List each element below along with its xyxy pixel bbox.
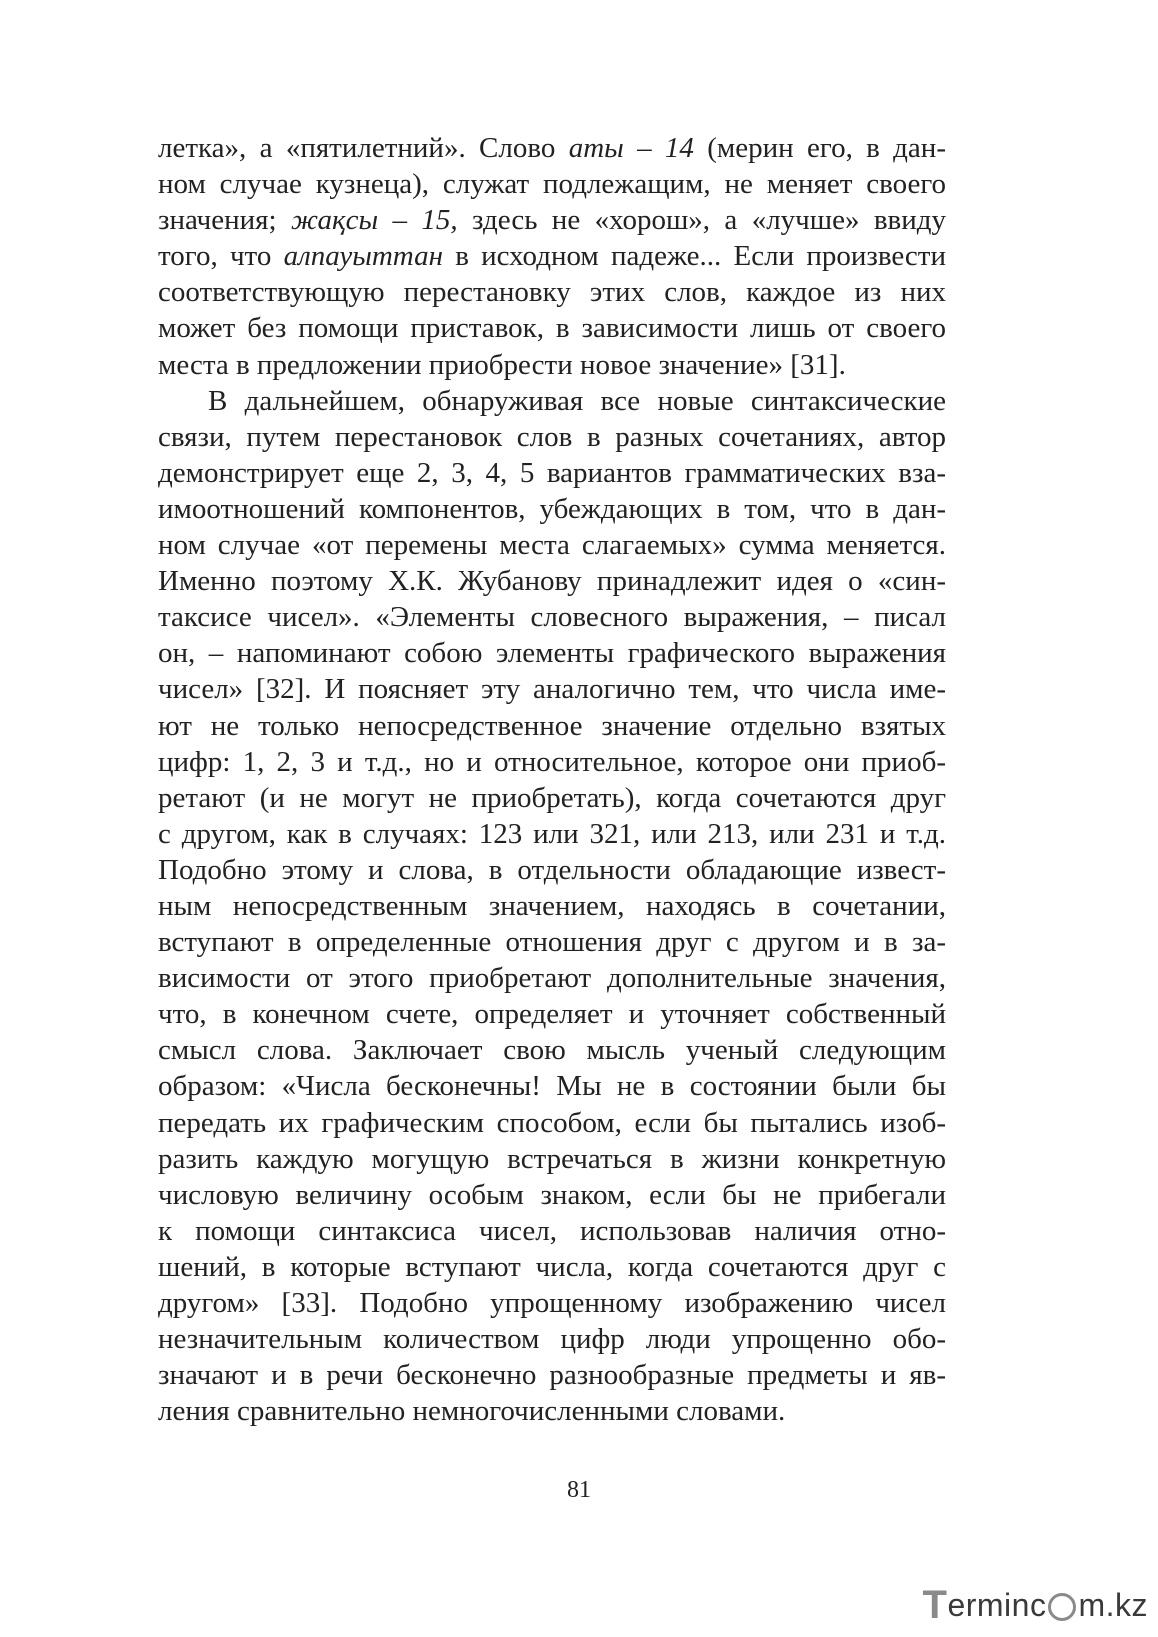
page-number: 81 — [567, 1477, 591, 1503]
text-run: разить каждую могущую встречаться в жизни конкретную — [158, 1142, 946, 1175]
text-run: цифр: 1, 2, 3 и т.д., но и относительное, которое они приоб- — [158, 745, 946, 778]
text-line — [158, 310, 946, 346]
text-line — [158, 1393, 946, 1429]
text-line — [158, 1141, 946, 1177]
text-line — [158, 852, 946, 888]
text-run: что, в конечном счете, определяет и уточняет собственный — [158, 998, 946, 1031]
text-line — [158, 960, 946, 996]
text-run: таксисе чисел». «Элементы словесного выражения, – писал — [158, 601, 946, 634]
text-line — [158, 238, 946, 274]
text-run: образом: «Числа бесконечны! Мы не в состоянии были бы — [158, 1070, 946, 1103]
text-line — [158, 563, 946, 599]
text-run: Подобно этому и слова, в отдельности обладающие извест- — [158, 853, 946, 886]
watermark-logo: T erminc m.kz — [922, 1582, 1148, 1627]
text-line — [158, 996, 946, 1032]
text-line — [158, 1249, 946, 1285]
text-run: смысл слова. Заключает свою мысль ученый следующим — [158, 1034, 946, 1067]
text-line — [158, 1357, 946, 1393]
text-run: передать их графическим способом, если бы пытались изоб- — [158, 1106, 946, 1139]
text-run: демонстрирует еще 2, 3, 4, 5 вариантов грамматических вза- — [158, 456, 946, 489]
text-run: здесь не «хорош», а «лучше» ввиду — [457, 204, 946, 237]
text-run: числовую величину особым знаком, если бы не прибегали — [158, 1178, 946, 1211]
text-run: значают и в речи бесконечно разнообразные предметы и яв- — [158, 1359, 946, 1392]
text-line — [158, 347, 946, 383]
body-text — [158, 130, 946, 1429]
text-line — [158, 888, 946, 924]
text-line — [158, 491, 946, 527]
text-run: ном случае кузнеца), служат подлежащим, не меняет своего — [158, 168, 946, 201]
italic-term: жақсы – 15, — [290, 204, 458, 237]
text-line — [158, 599, 946, 635]
text-run: В дальнейшем, обнаруживая все новые синтаксические — [208, 384, 946, 417]
text-run: места в предложении приобрести новое значение» [31]. — [158, 348, 846, 381]
text-line — [158, 1068, 946, 1104]
text-line — [158, 924, 946, 960]
italic-term: аты – 14 — [568, 132, 694, 164]
text-line — [158, 744, 946, 780]
text-run: с другом, как в случаях: 123 или 321, или 213, или 231 и т.д. — [158, 817, 946, 850]
text-run: ретают (и не могут не приобретать), когда сочетаются друг — [158, 781, 946, 814]
text-line — [158, 1105, 946, 1141]
text-run: ления сравнительно немногочисленными словами. — [158, 1395, 786, 1428]
text-line — [158, 1032, 946, 1068]
text-run: может без помощи приставок, в зависимости лишь от своего — [158, 312, 946, 345]
text-line — [158, 780, 946, 816]
text-line — [158, 1177, 946, 1213]
text-run: ном случае «от перемены места слагаемых» сумма меняется. — [158, 529, 946, 562]
text-line — [158, 635, 946, 671]
text-line — [158, 130, 946, 166]
text-line — [158, 1213, 946, 1249]
text-run: другом» [33]. Подобно упрощенному изображению чисел — [158, 1287, 946, 1319]
text-line — [158, 527, 946, 563]
text-line — [158, 419, 946, 455]
text-run: (мерин его, в дан- — [693, 132, 946, 164]
magnifier-icon — [1048, 1593, 1076, 1621]
text-run: того, что — [158, 240, 284, 273]
text-line — [158, 1321, 946, 1357]
text-line — [158, 274, 946, 310]
text-line — [158, 708, 946, 744]
text-run: висимости от этого приобретают дополнительные значения, — [158, 962, 946, 995]
text-run: вступают в определенные отношения друг с другом и в за- — [158, 926, 946, 959]
text-line — [158, 816, 946, 852]
text-line — [158, 166, 946, 202]
text-run: соответствующую перестановку этих слов, каждое из них — [158, 276, 946, 309]
text-line — [158, 671, 946, 707]
text-line — [158, 1285, 946, 1321]
text-run: связи, путем перестановок слов в разных сочетаниях, автор — [158, 420, 946, 453]
text-run: в исходном падеже... Если произвести — [442, 240, 947, 273]
text-line — [158, 455, 946, 491]
text-run: ным непосредственным значением, находясь в сочетании, — [158, 889, 946, 922]
text-run: значения; — [158, 204, 291, 237]
text-run: он, – напоминают собою элементы графического выражения — [158, 637, 946, 670]
text-run: чисел» [32]. И поясняет эту аналогично тем, что числа име- — [158, 673, 946, 706]
text-run: незначительным количеством цифр люди упрощенно обо- — [158, 1323, 946, 1356]
text-line — [158, 383, 946, 419]
text-run: имоотношений компонентов, убеждающих в том, что в дан- — [158, 492, 946, 525]
text-run: шений, в которые вступают числа, когда сочетаются друг с — [158, 1250, 946, 1283]
text-run: ют не только непосредственное значение отдельно взятых — [158, 709, 946, 742]
text-run: летка», а «пятилетний». Слово — [158, 132, 569, 164]
text-run: к помощи синтаксиса чисел, использовав наличия отно- — [158, 1214, 946, 1247]
text-line — [158, 202, 946, 238]
italic-term: алпауыттан — [283, 240, 443, 273]
text-run: Именно поэтому Х.К. Жубанову принадлежит идея о «син- — [158, 565, 946, 598]
